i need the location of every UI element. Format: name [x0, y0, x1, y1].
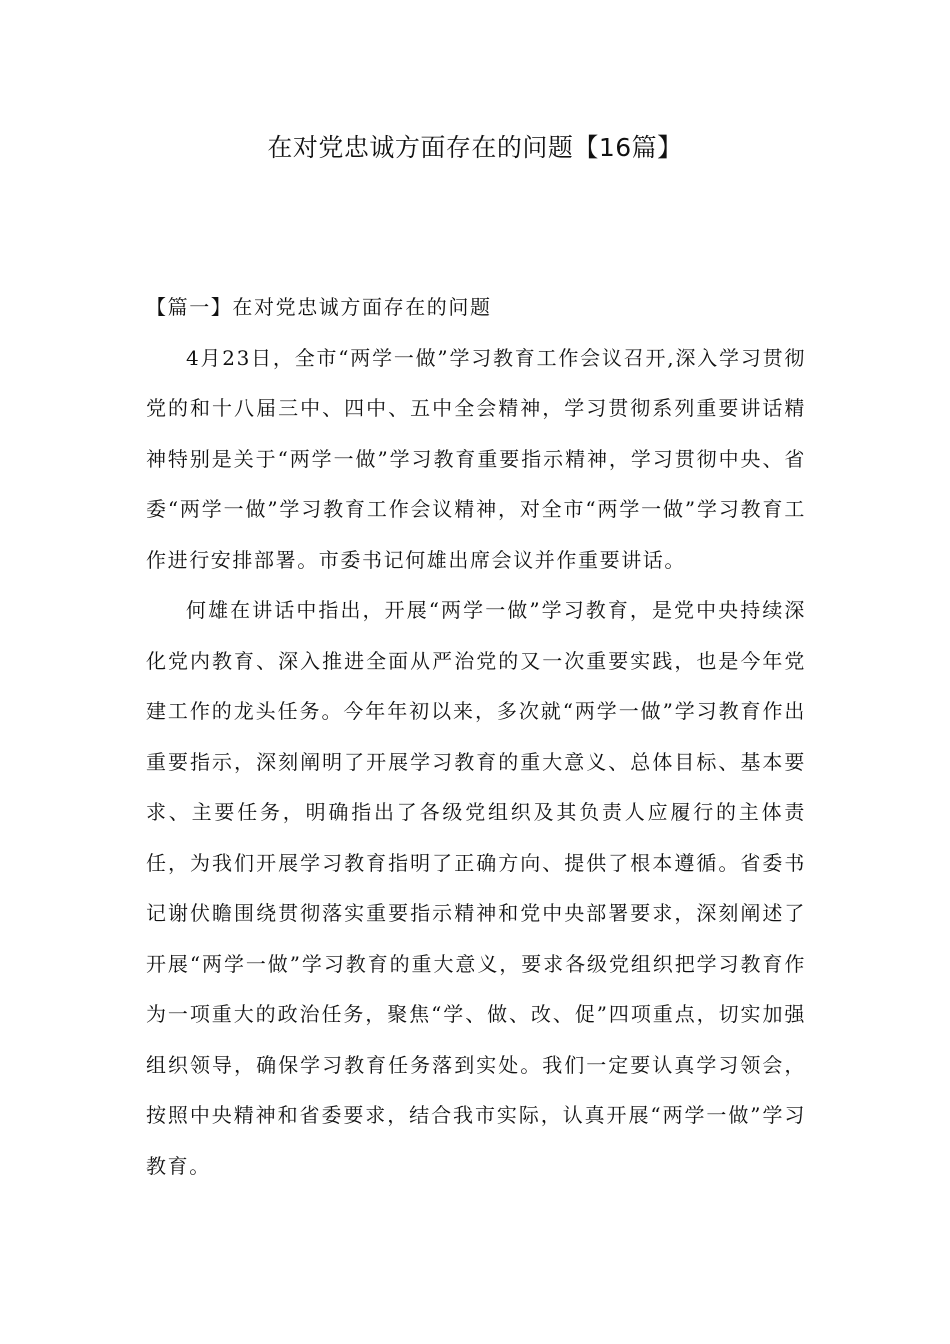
document-title: 在对党忠诚方面存在的问题【16篇】	[267, 133, 683, 162]
paragraph-2: 何雄在讲话中指出，开展“两学一做”学习教育，是党中央持续深化党内教育、深入推进全面从严治党的又一次重要实践，也是今年党建工作的龙头任务。今年年初以来，多次就“两学一做”学习教育作出重要指示，深刻阐明了开展学习教育的重大意义、总体目标、基本要求、主要任务，明确指出了各级党组织及其负责人应履行的主体责任，为我们开展学习教育指明了正确方向、提供了根本遵循。省委书记谢伏瞻围绕贯彻落实重要指示精神和党中央部署要求，深刻阐述了开展“两学一做”学习教育的重大意义，要求各级党组织把学习教育作为一项重大的政治任务，聚焦“学、做、改、促”四项重点，切实加强组织领导，确保学习教育任务落到实处。我们一定要认真学习领会，按照中央精神和省委要求，结合我市实际，认真开展“两学一做”学习教育。	[146, 598, 806, 1178]
paragraph-1: 4月23日，全市“两学一做”学习教育工作会议召开,深入学习贯彻党的和十八届三中、四中、五中全会精神，学习贯彻系列重要讲话精神特别是关于“两学一做”学习教育重要指示精神，学习贯彻中央、省委“两学一做”学习教育工作会议精神，对全市“两学一做”学习教育工作进行安排部署。市委书记何雄出席会议并作重要讲话。	[146, 345, 806, 572]
document-body	[146, 282, 806, 1191]
section-heading: 【篇一】在对党忠诚方面存在的问题	[146, 295, 492, 319]
